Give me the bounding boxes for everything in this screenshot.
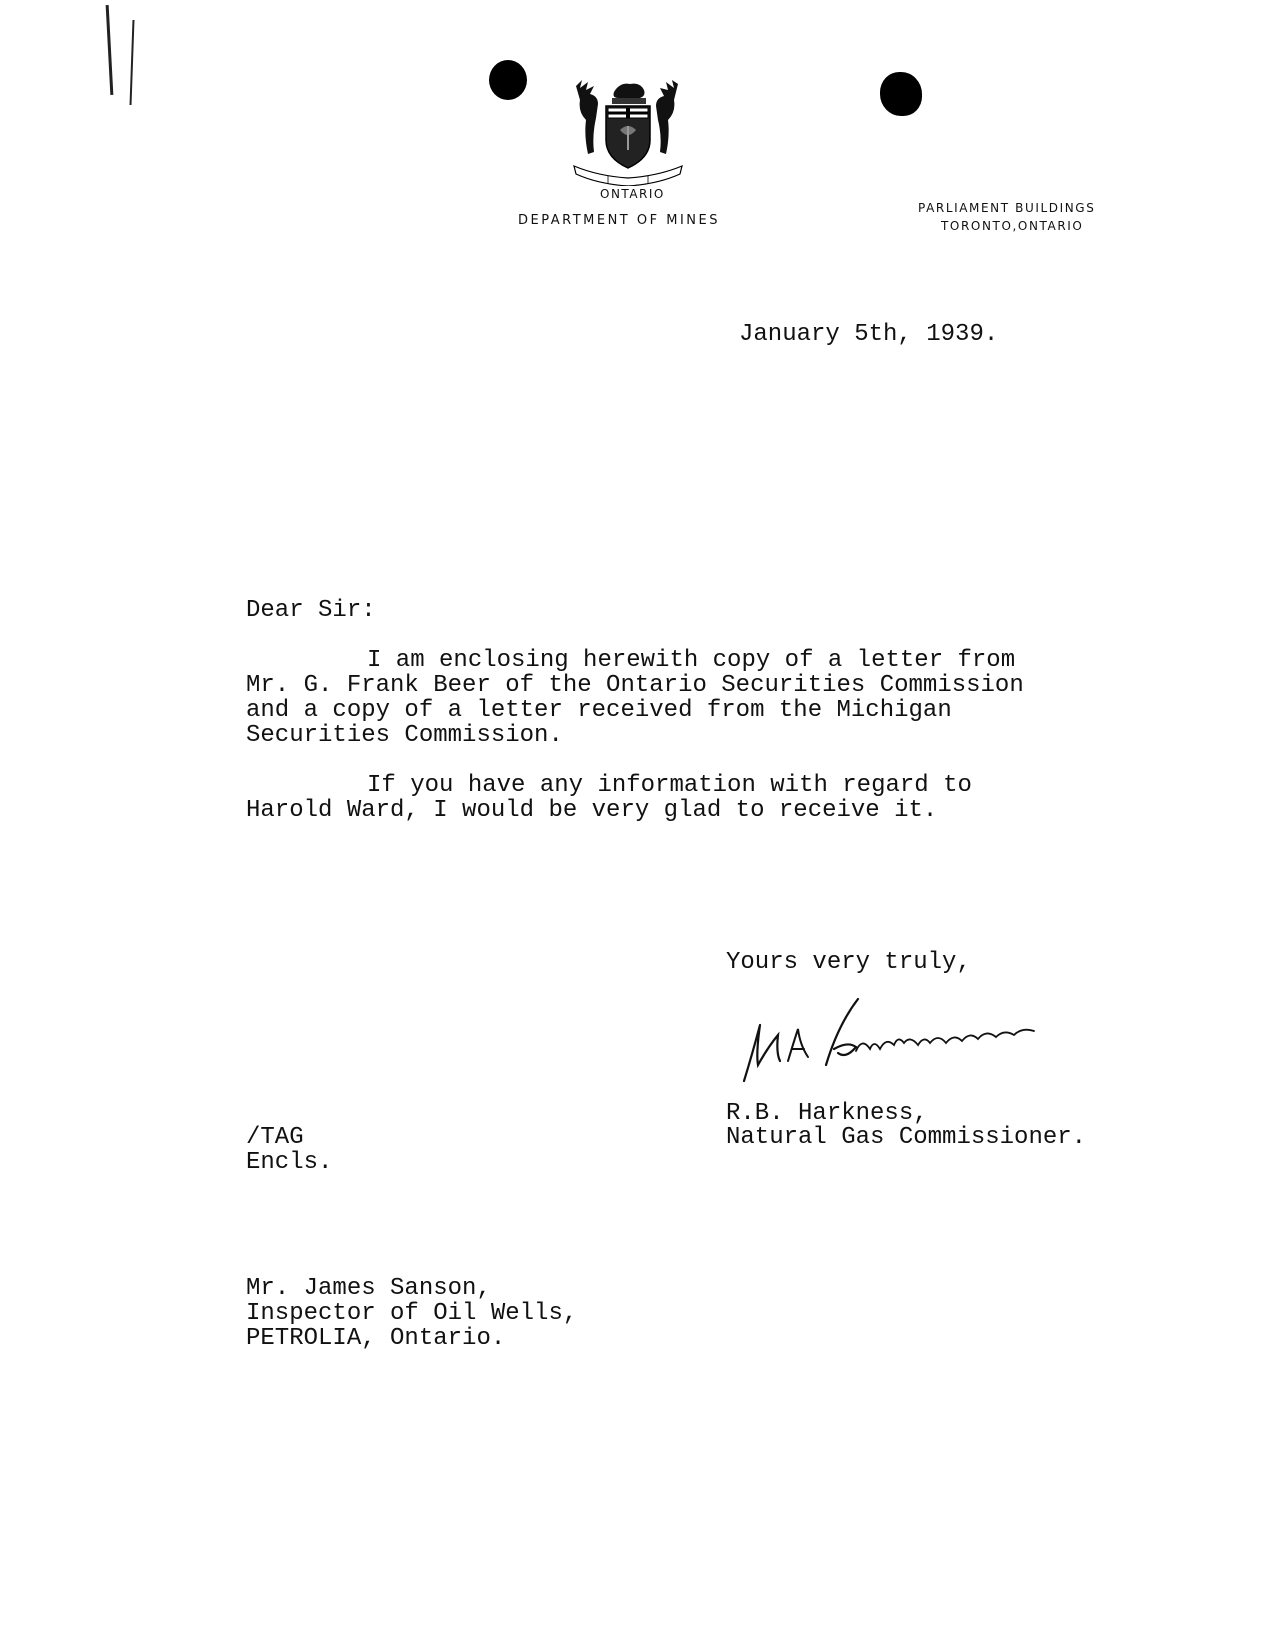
- ontario-coat-of-arms-icon: [568, 78, 688, 186]
- letter-salutation: Dear Sir:: [246, 597, 376, 624]
- handwritten-signature-icon: [738, 995, 1048, 1085]
- paragraph1-line: Securities Commission.: [246, 722, 563, 749]
- signer-name: R.B. Harkness,: [726, 1100, 928, 1127]
- paragraph1-line: I am enclosing herewith copy of a letter from: [367, 647, 1016, 674]
- enclosures-note: Encls.: [246, 1149, 333, 1176]
- signer-title: Natural Gas Commissioner.: [726, 1124, 1087, 1151]
- paragraph2-line: Harold Ward, I would be very glad to receive it.: [246, 797, 938, 824]
- reference-initials: /TAG: [246, 1124, 304, 1151]
- scan-edge-mark: [106, 5, 114, 95]
- paragraph1-line: and a copy of a letter received from the Michigan: [246, 697, 952, 724]
- letterhead-address-line2: TORONTO,ONTARIO: [941, 219, 1084, 233]
- letter-closing: Yours very truly,: [726, 949, 971, 976]
- paragraph1-line: Mr. G. Frank Beer of the Ontario Securities Commission: [246, 672, 1024, 699]
- recipient-address-line: Mr. James Sanson,: [246, 1275, 491, 1302]
- letter-date: January 5th, 1939.: [739, 321, 999, 348]
- letterhead-department: DEPARTMENT OF MINES: [518, 213, 720, 228]
- recipient-address-line: Inspector of Oil Wells,: [246, 1300, 578, 1327]
- paragraph2-line: If you have any information with regard to: [367, 772, 972, 799]
- recipient-address-line: PETROLIA, Ontario.: [246, 1325, 506, 1352]
- punch-hole: [489, 60, 527, 100]
- letterhead-province: ONTARIO: [600, 187, 665, 201]
- punch-hole: [880, 72, 922, 116]
- letterhead-address-line1: PARLIAMENT BUILDINGS: [918, 201, 1096, 215]
- scan-edge-mark: [130, 20, 135, 105]
